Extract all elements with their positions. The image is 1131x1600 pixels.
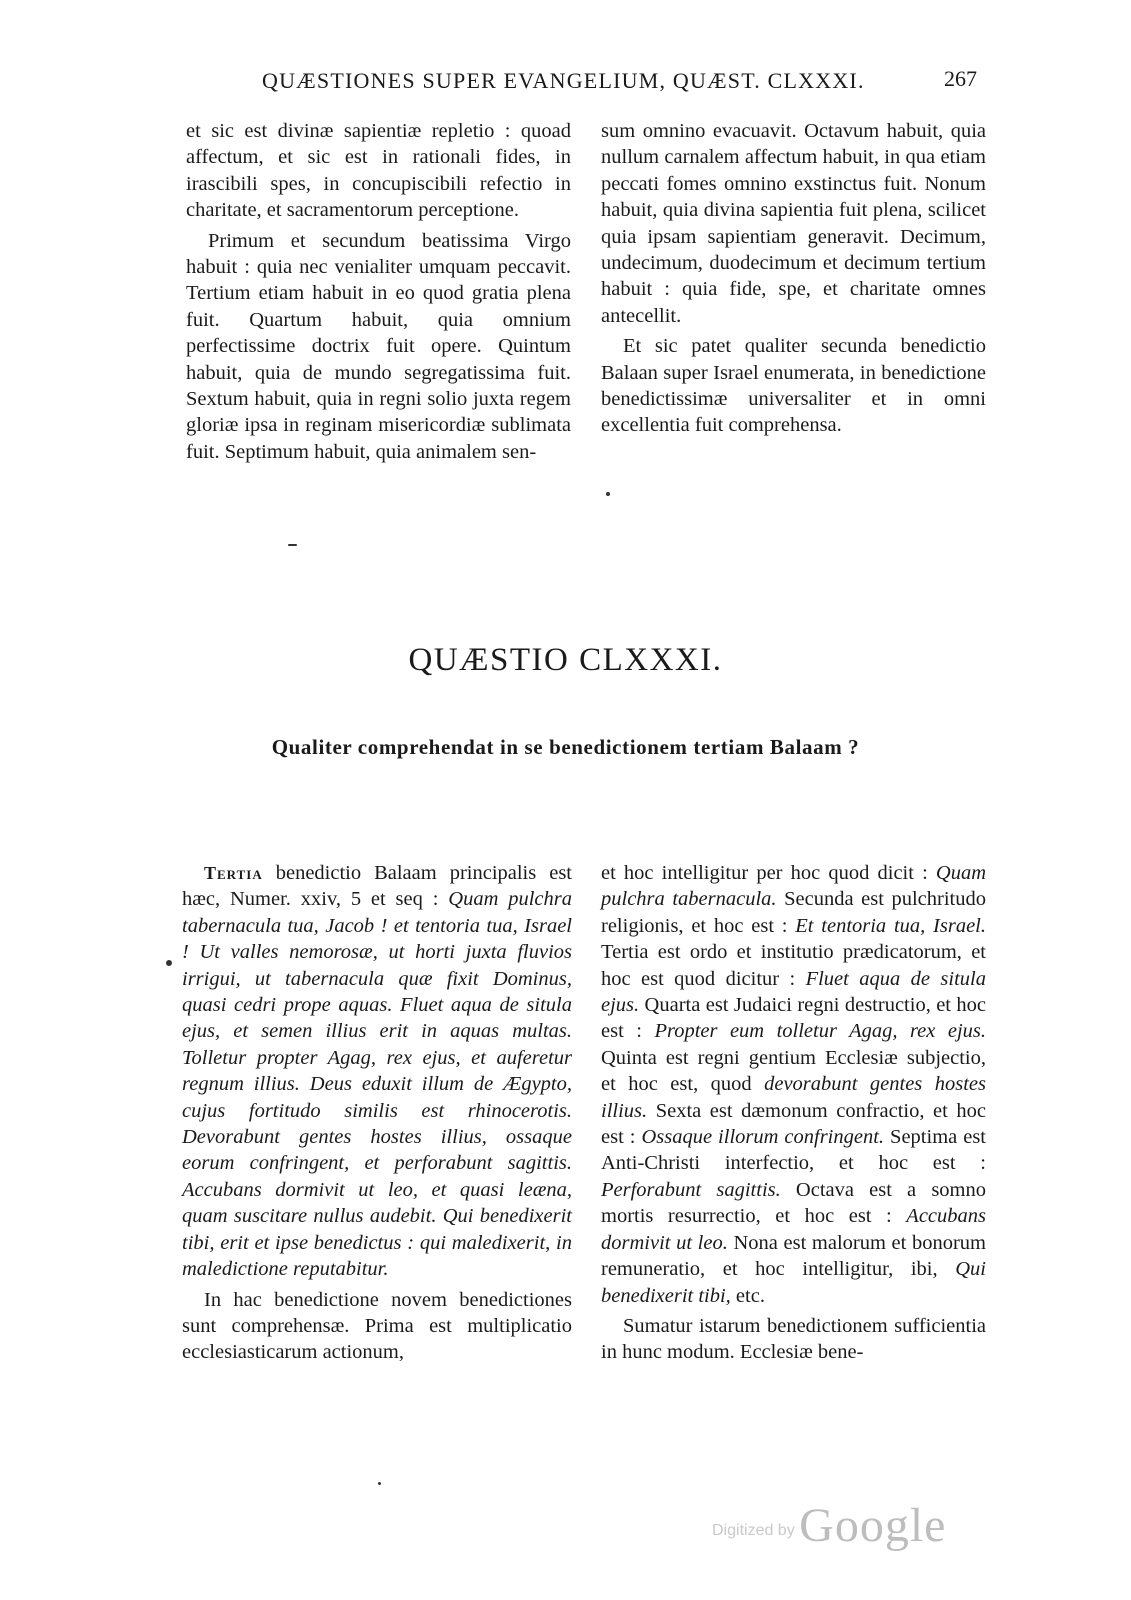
scan-speck — [606, 492, 610, 496]
top-right-column — [601, 118, 986, 439]
text-run: Quinta est regni gentium Ecclesiæ subjectio, et hoc est, quod — [601, 1046, 986, 1096]
paragraph: sum omnino evacuavit. Octavum habuit, quia nullum carnalem affectum habuit, in qua etiam peccati fomes omnino exstinctus fuit. Nonum habuit, quia divina sapientia fuit plena, scilicet quia ipsam sapientiam generavit. Decimum, undecimum, duodecimum et decimum tertium habuit : quia fide, spe, et charitate omnes antecellit. — [601, 120, 986, 327]
text-run: benedictio Balaam principalis est hæc, Numer. xxiv, 5 et seq : — [182, 862, 572, 911]
quote-run: Accubans dormivit ut leo. — [601, 1205, 986, 1254]
scan-speck — [288, 544, 297, 546]
text-run: et hoc intelligitur per hoc quod dicit : — [601, 862, 936, 884]
quote-run: Et tentoria tua, Israel. — [795, 914, 986, 937]
paragraph: Et sic patet qualiter secunda benedictio Balaan super Israel enumerata, in benedictione benedictissimæ universaliter et in omni excellentia fuit comprehensa. — [601, 335, 986, 437]
page-number: 267 — [944, 66, 977, 91]
bottom-left-column — [182, 860, 572, 1366]
text-run: Secunda est pulchritudo religionis, et hoc est : — [601, 888, 987, 937]
text-run: Nona est malorum et bonorum remuneratio, et hoc intelligitur, ibi, — [601, 1231, 986, 1281]
digitized-watermark — [712, 1498, 946, 1553]
quote-run: Quam pulchra tabernacula. — [601, 862, 986, 911]
text-run: Septima est Anti-Christi interfectio, et hoc est : — [601, 1126, 986, 1175]
google-logo: Google — [799, 1499, 947, 1552]
quote-run: Perforabunt sagittis. — [601, 1178, 781, 1201]
scan-speck — [166, 960, 172, 966]
question-subtitle: Qualiter comprehendat in se benedictionem tertiam Balaam ? — [271, 735, 860, 759]
text-run: Quarta est Judaici regni destructio, et hoc est : — [601, 994, 986, 1043]
quote-run: Fluet aqua de situla ejus. — [601, 967, 986, 1017]
watermark-prefix: Digitized by — [712, 1522, 795, 1539]
paragraph: Sumatur istarum benedictionem sufficientia in hunc modum. Ecclesiæ bene- — [601, 1314, 986, 1364]
scan-speck — [378, 1482, 381, 1485]
bottom-right-column — [601, 860, 986, 1366]
quote-run: devorabunt gentes hostes illius. — [601, 1073, 986, 1122]
quote-run: Qui benedixerit tibi, — [601, 1258, 986, 1307]
small-caps-lead: Tertia — [204, 863, 263, 883]
question-title: QUÆSTIO CLXXXI. — [408, 642, 723, 678]
running-head: QUÆSTIONES SUPER EVANGELIUM, QUÆST. CLXXXI. — [262, 68, 865, 93]
quote-run: Propter eum tolletur Agag, rex ejus. — [654, 1020, 986, 1043]
paragraph — [601, 860, 986, 1309]
paragraph: et sic est divinæ sapientiæ repletio : quoad affectum, et sic est in rationali fides, in irascibili spes, in concupiscibili refectio in charitate, et sacramentorum perceptione. — [186, 120, 571, 222]
top-left-column — [186, 118, 571, 465]
paragraph: In hac benedictione novem benedictiones sunt comprehensæ. Prima est multiplicatio ecclesiasticarum actionum, — [182, 1288, 572, 1364]
scripture-quote: Quam pulchra tabernacula tua, Jacob ! et tentoria tua, Israel ! Ut valles nemorosæ, ut horti juxta fluvios irrigui, ut tabernacula quæ fixit Dominus, quasi cedri prope aquas. Fluet aqua de situla ejus, et semen illius erit in aquas multas. Tolletur propter Agag, rex ejus, et auferetur regnum illius. Deus eduxit illum de Ægypto, cujus fortitudo similis est rhinocerotis. Devorabunt gentes hostes illius, ossaque eorum confringent, et perforabunt sagittis. Accubans dormivit ut leo, et quasi leæna, quam suscitare nullus audebit. Qui benedixerit tibi, erit et ipse benedictus : qui maledixerit, in maledictione reputabitur. — [182, 888, 572, 1281]
paragraph: Primum et secundum beatissima Virgo habuit : quia nec venialiter umquam peccavit. Tertium etiam habuit in eo quod gratia plena fuit. Quartum habuit, quia omnium perfectissime doctrix fuit opere. Quintum habuit, quia de mundo segregatissima fuit. Sextum habuit, quia in regni solio juxta regem gloriæ ipsa in reginam misericordiæ sublimata fuit. Septimum habuit, quia animalem sen- — [186, 229, 571, 463]
text-run: Tertia est ordo et institutio prædicatorum, et hoc est quod dicitur : — [601, 941, 986, 990]
text-run: etc. — [730, 1284, 765, 1307]
text-run: Sexta est dæmonum confractio, et hoc est : — [601, 1099, 986, 1149]
quote-run: Ossaque illorum confringent. — [641, 1126, 885, 1149]
paragraph — [182, 860, 572, 1283]
text-run: Octava est a somno mortis resurrectio, et hoc est : — [601, 1178, 986, 1228]
